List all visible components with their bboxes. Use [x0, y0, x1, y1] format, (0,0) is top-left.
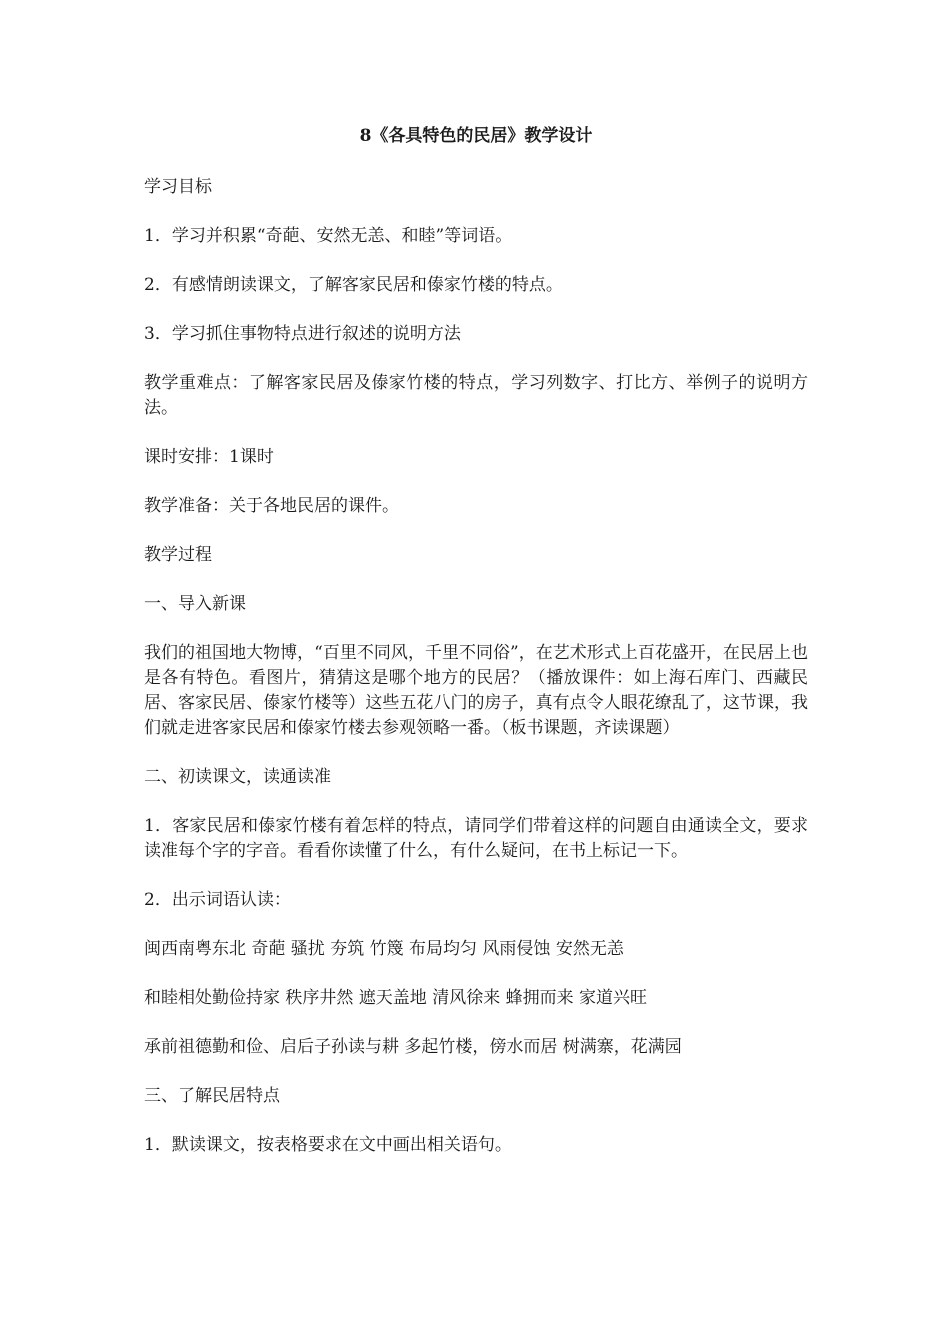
intro-paragraph: 我们的祖国地大物博，“百里不同风，千里不同俗”，在艺术形式上百花盛开，在民居上也是各有特色。看图片，猜猜这是哪个地方的民居？（播放课件：如上海石库门、西藏民居、客家民居、傣家竹楼等）这些五花八门的房子，真有点令人眼花缭乱了，这节课，我们就走进客家民居和傣家竹楼去参观领略一番。（板书课题，齐读课题）: [144, 643, 808, 738]
step-heading-features: 三、了解民居特点: [144, 1086, 280, 1106]
vocabulary-line-1: 闽西南粤东北 奇葩 骚扰 夯筑 竹篾 布局均匀 风雨侵蚀 安然无恙: [144, 939, 624, 959]
features-item-1: 1．默读课文，按表格要求在文中画出相关语句。: [144, 1135, 512, 1155]
first-reading-item-2: 2．出示词语认读：: [144, 890, 291, 910]
objective-item-1: 1．学习并积累“奇葩、安然无恙、和睦”等词语。: [144, 226, 513, 246]
section-heading-process: 教学过程: [144, 545, 212, 565]
section-heading-objectives: 学习目标: [144, 177, 212, 197]
document-title: 8《各具特色的民居》教学设计: [359, 126, 593, 146]
vocabulary-line-3: 承前祖德勤和俭、启后子孙读与耕 多起竹楼，傍水而居 树满寨，花满园: [144, 1037, 682, 1057]
objective-item-3: 3．学习抓住事物特点进行叙述的说明方法: [144, 324, 461, 344]
class-schedule: 课时安排：1课时: [144, 447, 274, 467]
first-reading-item-1: 1．客家民居和傣家竹楼有着怎样的特点，请同学们带着这样的问题自由通读全文，要求读准每个字的字音。看看你读懂了什么，有什么疑问，在书上标记一下。: [144, 816, 808, 861]
step-heading-intro: 一、导入新课: [144, 594, 246, 614]
teaching-preparation: 教学准备：关于各地民居的课件。: [144, 496, 399, 516]
objective-item-2: 2．有感情朗读课文，了解客家民居和傣家竹楼的特点。: [144, 275, 563, 295]
document-body: [144, 124, 808, 1182]
key-difficulties: 教学重难点：了解客家民居及傣家竹楼的特点，学习列数字、打比方、举例子的说明方法。: [144, 373, 808, 418]
step-heading-first-reading: 二、初读课文，读通读准: [144, 767, 331, 787]
vocabulary-line-2: 和睦相处勤俭持家 秩序井然 遮天盖地 清风徐来 蜂拥而来 家道兴旺: [144, 988, 648, 1008]
